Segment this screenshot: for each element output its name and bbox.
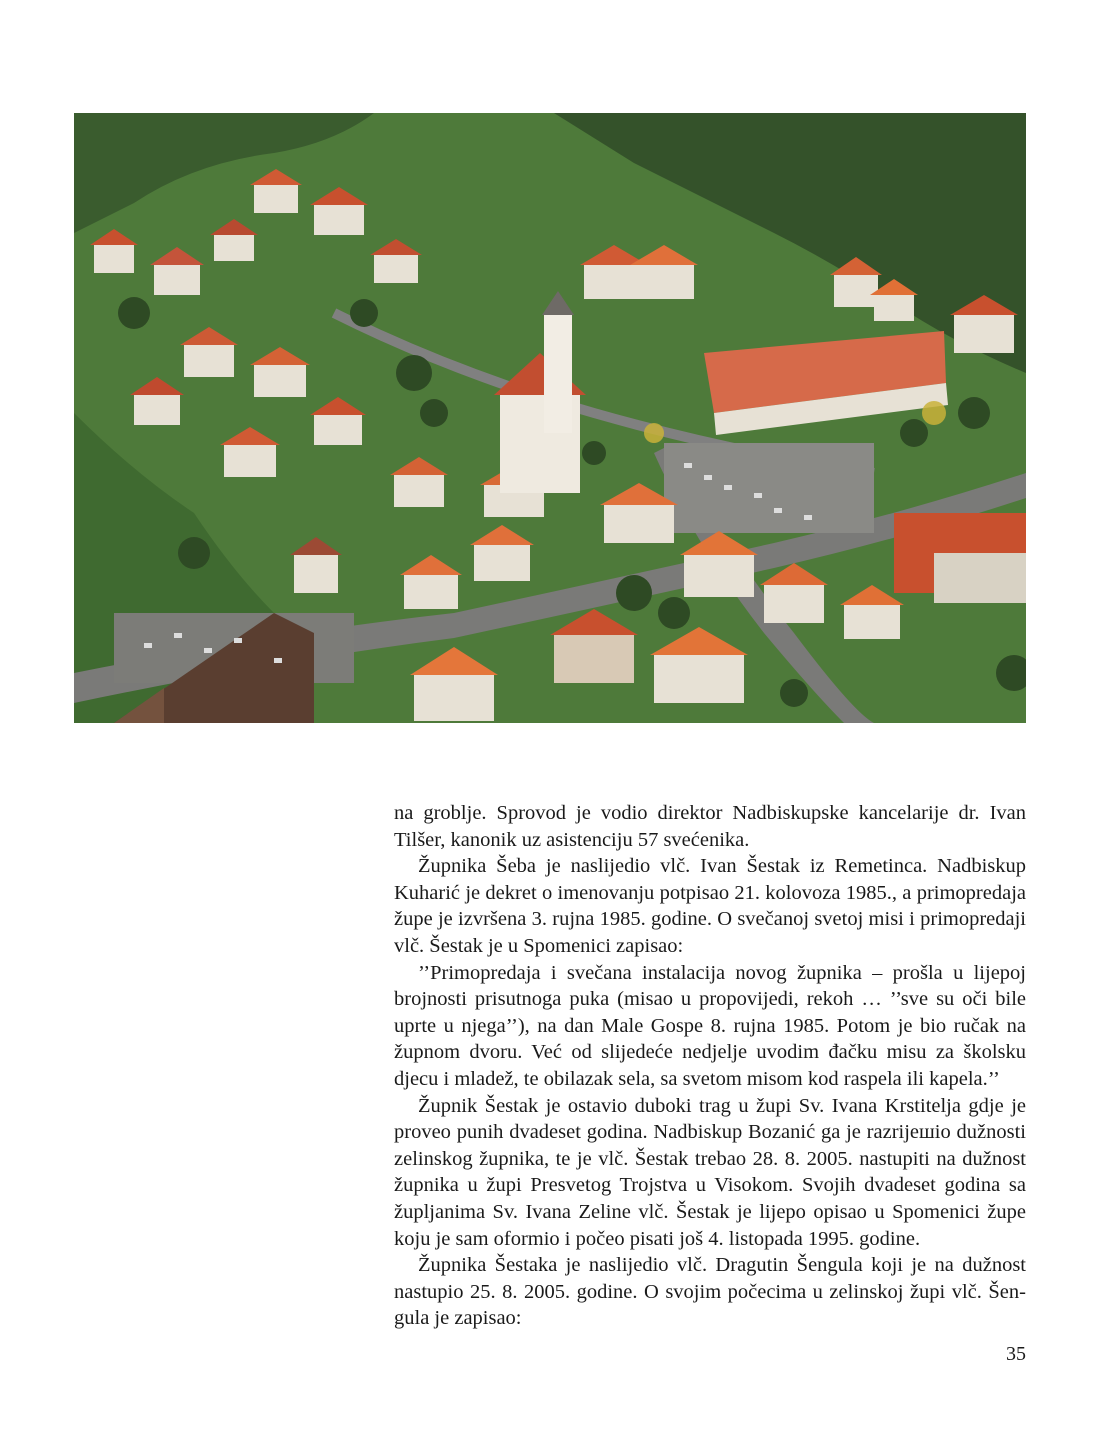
page-number: 35 — [1006, 1343, 1026, 1365]
paragraph-2: Župnika Šeba je naslijedio vlč. Ivan Šestak iz Remetinca. Nadbiskup Kuharić je dekret o imenovanju potpisao 21. kolovoza 1985., a primopredaja župe je izvršena 3. rujna 1985. godine. O svečanoj svetoj misi i primopredaji vlč. Šestak je u Spomenici zapisao: — [394, 855, 1026, 957]
paragraph-5: Župnika Šestaka je naslijedio vlč. Dragutin Šengula koji je na dužnost nastupio 25. 8. 2005. godine. O svojim počecima u zelinskoj župi vlč. Šengula je zapisao: — [394, 1254, 1026, 1330]
paragraph-3-quote: ’’Primopredaja i svečana instalacija novog župnika – prošla u lijepoj brojnosti prisutnoga puka (misao u propovijedi, rekoh … ’’sve su oči bile uprte u njega’’), na dan Male Gospe 8. rujna 1985. Potom je bio ručak na župnom dvoru. Već od slijedeće nedjelje uvodim đačku misu za školsku djecu i mladež, te obilazak sela, sa svetom misom kod raspela ili kapela.’’ — [394, 961, 1026, 1090]
paragraph-4: Župnik Šestak je ostavio duboki trag u župi Sv. Ivana Krstitelja gdje je proveo punih dvadeset godina. Nadbiskup Bozanić ga je razrijешio dužnosti zelinskog župnika, te je vlč. Šestak trebao 28. 8. 2005. nastupiti na dužnost župnika u župi Presvetog Trojstva u Visokom. Svojih dvadeset godina sa župljanima Sv. Ivana Zeline vlč. Šestak je lijepo opisao u Spomenici župe koju je sam oformio i počeo pisati još 4. listopada 1995. godine. — [394, 1094, 1026, 1250]
aerial-town-photo — [74, 113, 1026, 723]
aerial-photo-illustration — [74, 113, 1026, 723]
body-text — [394, 800, 1026, 1332]
paragraph-1: na groblje. Sprovod je vodio direktor Nadbiskupske kancelarije dr. Ivan Tilšer, kanonik uz asistenciju 57 svećenika. — [394, 802, 1026, 851]
